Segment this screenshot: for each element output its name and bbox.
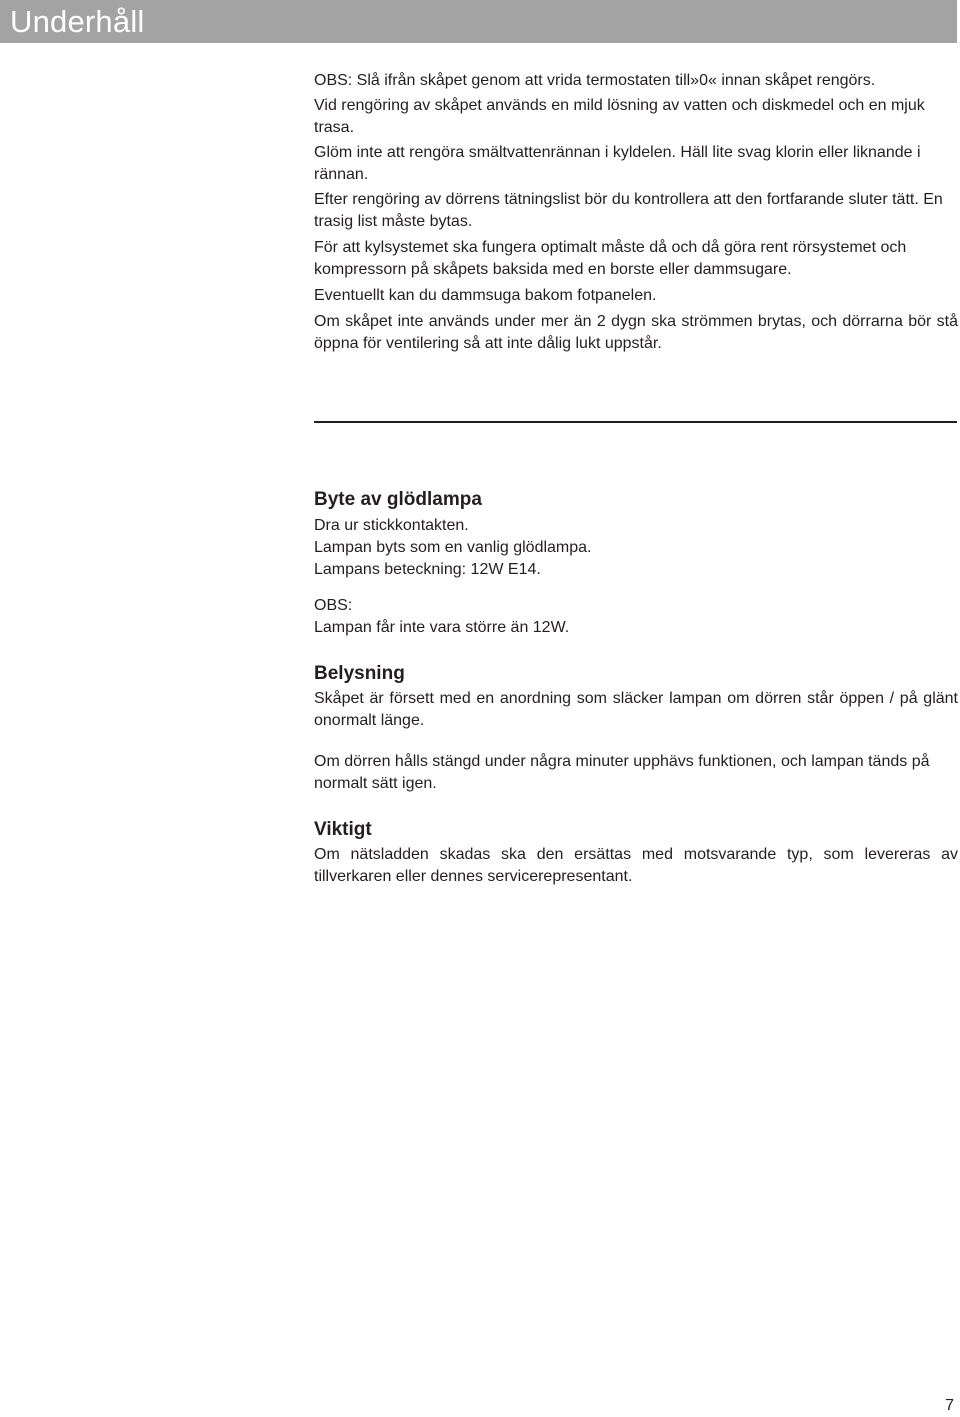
bulb-note (314, 595, 958, 639)
bulb-step: Lampans beteckning: 12W E14. (314, 561, 541, 578)
paragraph-meltwater-channel: Glöm inte att rengöra smältvattenrännan i kyldelen. Häll lite svag klorin eller liknande i rännan. (314, 144, 921, 183)
section-header-bar (0, 0, 957, 43)
bulb-steps (314, 515, 958, 581)
section-divider (314, 421, 957, 423)
lighting-paragraph: Skåpet är försett med en anordning som släcker lampan om dörren står öppen / på glänt onormalt länge. (314, 690, 958, 729)
paragraph-cleaning-solution: Vid rengöring av skåpet används en mild lösning av vatten och diskmedel och en mjuk trasa. (314, 97, 925, 136)
important-heading: Viktigt (314, 819, 372, 840)
bulb-note-text: Lampan får inte vara större än 12W. (314, 619, 570, 636)
paragraph-foot-panel: Eventuellt kan du dammsuga bakom fotpanelen. (314, 287, 657, 304)
paragraph-unused-cabinet: Om skåpet inte används under mer än 2 dygn ska strömmen brytas, och dörrarna bör stå öppna för ventilering så att inte dålig lukt uppstår. (314, 313, 958, 352)
page-number: 7 (945, 1397, 954, 1414)
important-paragraph: Om nätsladden skadas ska den ersättas med motsvarande typ, som levereras av tillverkaren eller dennes servicerepresentant. (314, 846, 958, 885)
paragraph-cooling-system: För att kylsystemet ska fungera optimalt måste då och då göra rent rörsystemet och kompressorn på skåpets baksida med en borste eller dammsugare. (314, 239, 907, 278)
paragraph-door-seal: Efter rengöring av dörrens tätningslist bör du kontrollera att den fortfarande sluter tätt. En trasig list måste bytas. (314, 191, 943, 230)
bulb-step: Lampan byts som en vanlig glödlampa. (314, 539, 592, 556)
bulb-note-label: OBS: (314, 597, 353, 614)
maintenance-instructions (314, 70, 958, 358)
lighting-heading: Belysning (314, 663, 405, 684)
section-title: Underhåll (10, 4, 145, 39)
important-section (314, 818, 958, 888)
lighting-section (314, 662, 958, 795)
lighting-paragraph: Om dörren hålls stängd under några minuter upphävs funktionen, och lampan tänds på normalt sätt igen. (314, 753, 930, 792)
bulb-step: Dra ur stickkontakten. (314, 517, 469, 534)
bulb-replacement-section (314, 488, 958, 639)
paragraph-obs-thermostat: OBS: Slå ifrån skåpet genom att vrida termostaten till»0« innan skåpet rengörs. (314, 72, 876, 89)
bulb-heading: Byte av glödlampa (314, 489, 482, 510)
